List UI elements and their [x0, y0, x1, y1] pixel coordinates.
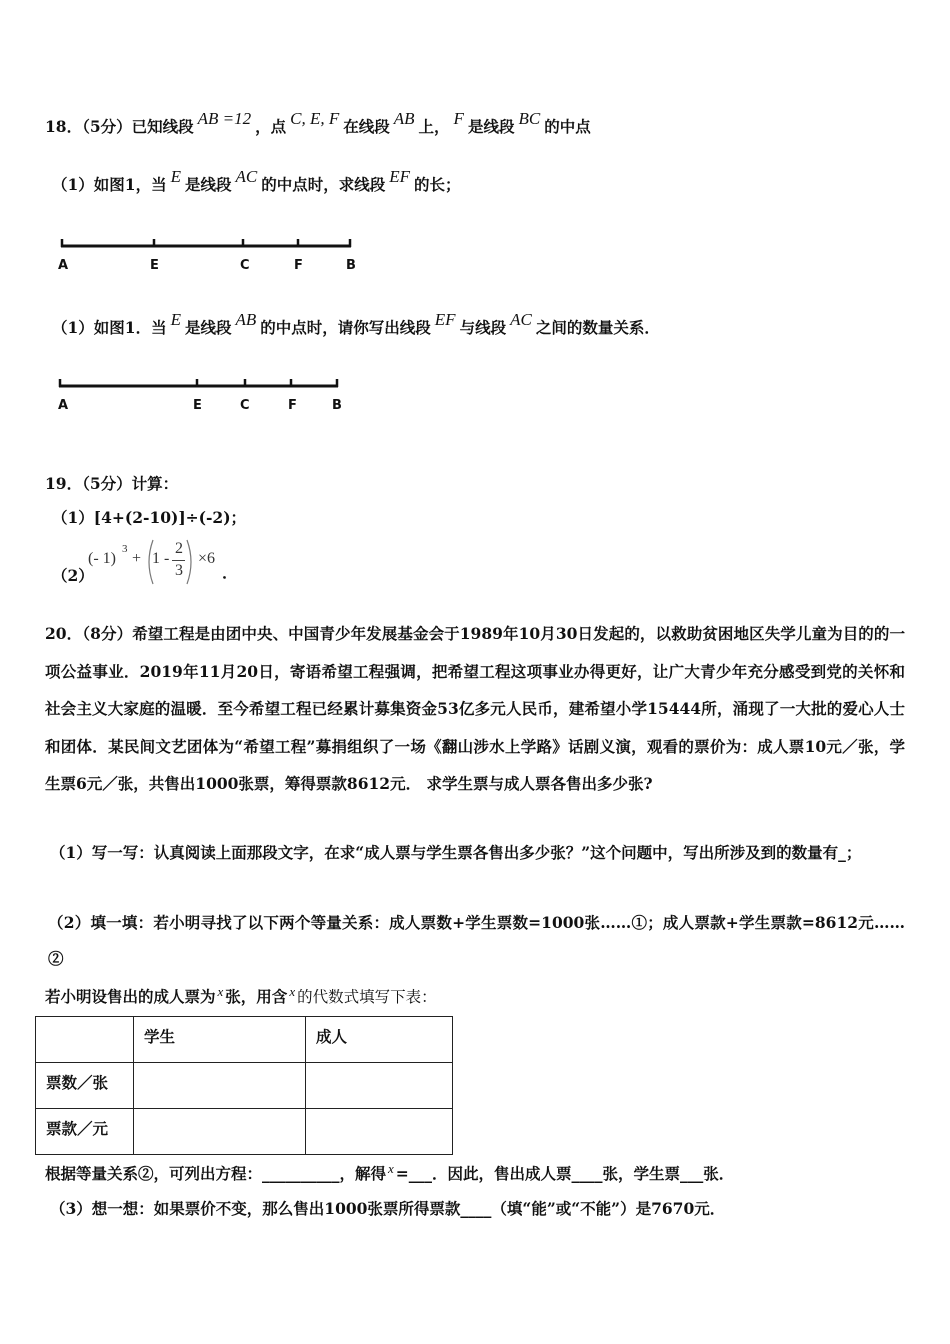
q20-paragraph: 20．（8分）希望工程是由团中央、中国青少年发展基金会于1989年10月30日发起的，以救助贫困地区失学儿童为目的的一项公益事业．2019年11月20日，寄语希望工程强调，把希望工程这项事业办得更好，让广大青少年充分感受到党的关怀和社会主义大家庭的温暖．至今希望工程已经累计募集资金53亿多元人民币，建希望小学15444所，涌现了一大批的爱心人士和团体．某民间文艺团体为“希望工程”募捐组织了一场《翻山涉水上学路》话剧义演，观看的票价为：成人票10元／张，学生票6元／张，共售出1000张票，筹得票款8612元． 求学生票与成人票各售出多少张?	[45, 624, 905, 793]
math-cef: C, E, F	[290, 109, 340, 128]
fig1-label-e: E	[150, 258, 159, 273]
q19-expression: (- 1) 3 + 1 - 2 3 ×6 ．	[88, 540, 239, 582]
fig2-label-e: E	[193, 398, 202, 413]
table-row	[36, 1063, 453, 1109]
fig1-label-f: F	[294, 258, 303, 273]
table-cell	[134, 1063, 306, 1109]
q18-part1: （1）如图1，当 E 是线段 AC 的中点时，求线段 EF 的长；	[52, 167, 461, 194]
fig2-label-b: B	[332, 398, 342, 413]
table-header-cell: 成人	[306, 1017, 453, 1063]
fig1-label-c: C	[240, 258, 250, 273]
table-cell	[134, 1109, 306, 1155]
table-cell	[306, 1063, 453, 1109]
table-header-cell	[36, 1017, 134, 1063]
figure-2-segment	[55, 374, 350, 394]
table-row	[36, 1017, 453, 1063]
q20-part3: （3）想一想：如果票价不变，那么售出1000张票所得票款____（填“能”或“不能”）是7670元．	[50, 1199, 726, 1218]
fig1-label-b: B	[346, 258, 356, 273]
fig2-label-f: F	[288, 398, 297, 413]
math-bc: BC	[518, 109, 541, 128]
q19-header: 19．（5分）计算：	[45, 474, 179, 493]
math-f: F	[453, 109, 464, 128]
table-cell	[306, 1109, 453, 1155]
q19-part2-label: （2）	[52, 566, 94, 585]
table-row	[36, 1109, 453, 1155]
fig2-label-c: C	[240, 398, 250, 413]
math-ab-12: AB =12	[197, 109, 252, 128]
math-ab: AB	[393, 109, 415, 128]
q18-header: 18．（5分）已知线段 AB =12 ，点 C, E, F 在线段 AB 上， F 是线段 BC 的中点	[45, 109, 591, 136]
table-cell: 票款／元	[36, 1109, 134, 1155]
q20-part2: （2）填一填：若小明寻找了以下两个等量关系：成人票数+学生票数=1000张……①；成人票款+学生票款=8612元……②	[48, 913, 905, 968]
table-cell: 票数／张	[36, 1063, 134, 1109]
q20-equation-line: 根据等量关系②，可列出方程：__________，解得 $^x$ =___．因此，售出成人票____张，学生票___张．	[45, 1161, 735, 1183]
figure-1-segment	[55, 234, 365, 254]
q19-part1: （1）[4+(2-10)]÷(-2)；	[52, 508, 247, 527]
table-header-cell: 学生	[134, 1017, 306, 1063]
q18-part2: （1）如图1．当 E 是线段 AB 的中点时，请你写出线段 EF 与线段 AC 之间的数量关系．	[52, 310, 660, 337]
ticket-table	[35, 1016, 453, 1155]
fig1-label-a: A	[58, 258, 69, 273]
q20-part1: （1）写一写：认真阅读上面那段文字，在求“成人票与学生票各售出多少张？”这个问题中，写出所涉及到的数量有_；	[50, 843, 862, 862]
q20-set-x: 若小明设售出的成人票为 $^x$ 张，用含 $^x$ 的代数式填写下表：	[45, 984, 437, 1006]
fig2-label-a: A	[58, 398, 69, 413]
